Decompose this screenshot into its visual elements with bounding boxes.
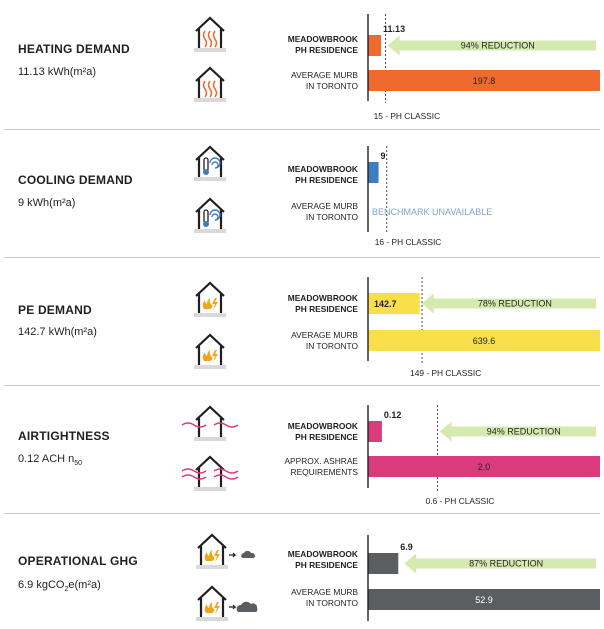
comparison-label-line2: IN TORONTO — [305, 598, 358, 608]
project-value-label: 142.7 — [374, 299, 397, 309]
project-label — [178, 164, 358, 186]
comparison-label-line1: AVERAGE MURB — [291, 587, 358, 597]
project-label-line1: MEADOWBROOK — [287, 164, 358, 174]
benchmark-label: 0.6 - PH CLASSIC — [425, 496, 495, 506]
project-bar — [368, 421, 382, 442]
comparison-label — [178, 70, 358, 92]
pe-section — [0, 257, 604, 385]
project-label — [178, 293, 358, 315]
metric-value: 9 kWh(m²a) — [18, 197, 76, 209]
heating-section — [0, 0, 604, 129]
metric-value: 11.13 kWh(m²a) — [18, 66, 97, 78]
reduction-label: 94% REDUCTION — [460, 40, 535, 51]
cooling-chart — [360, 129, 604, 257]
metric-value-subscript: 2 — [64, 586, 69, 594]
comparison-value-label: 52.9 — [475, 595, 493, 605]
project-label-line2: PH RESIDENCE — [295, 175, 358, 185]
project-label — [178, 421, 358, 443]
metric-title: COOLING DEMAND — [18, 173, 133, 187]
metric-value — [18, 579, 101, 593]
comparison-label-line2: REQUIREMENTS — [290, 467, 358, 477]
project-label-line1: MEADOWBROOK — [287, 549, 358, 559]
project-label-line2: PH RESIDENCE — [295, 304, 358, 314]
metric-title: PE DEMAND — [18, 303, 92, 317]
comparison-label-line1: AVERAGE MURB — [291, 330, 358, 340]
metric-value-subscript: 50 — [74, 460, 83, 468]
benchmark-label: 16 - PH CLASSIC — [374, 237, 442, 247]
project-value-label: 0.12 — [383, 410, 402, 420]
project-value-label: 9 — [380, 151, 386, 161]
ghg-chart — [360, 513, 604, 629]
metric-title: HEATING DEMAND — [18, 42, 130, 56]
project-value-label: 6.9 — [400, 542, 413, 552]
reduction-label: 87% REDUCTION — [469, 558, 544, 569]
comparison-value-label: 2.0 — [477, 462, 491, 472]
metric-title: OPERATIONAL GHG — [18, 554, 138, 568]
project-label-line1: MEADOWBROOK — [287, 421, 358, 431]
project-value-label: 11.13 — [383, 24, 406, 34]
metric-value — [18, 453, 82, 467]
cooling-section — [0, 129, 604, 257]
project-bar — [368, 553, 398, 574]
comparison-label-line1: APPROX. ASHRAE — [284, 456, 358, 466]
metric-value-main: 0.12 ACH n — [18, 453, 75, 465]
comparison-label — [178, 456, 358, 478]
comparison-label — [178, 587, 358, 609]
comparison-label-line2: IN TORONTO — [305, 81, 358, 91]
pe-chart — [360, 257, 604, 385]
metric-title: AIRTIGHTNESS — [18, 429, 110, 443]
comparison-label — [178, 201, 358, 223]
comparison-value-label: 639.6 — [472, 336, 496, 346]
airtightness-section — [0, 385, 604, 513]
project-bar — [368, 162, 379, 183]
reduction-label: 78% REDUCTION — [477, 298, 552, 309]
project-label-line1: MEADOWBROOK — [287, 293, 358, 303]
project-label — [178, 549, 358, 571]
project-label — [178, 34, 358, 56]
comparison-value-label: 197.8 — [472, 76, 496, 86]
heating-chart — [360, 0, 604, 129]
comparison-label-line1: AVERAGE MURB — [291, 70, 358, 80]
project-label-line2: PH RESIDENCE — [295, 560, 358, 570]
benchmark-unavailable-label: BENCHMARK UNAVAILABLE — [372, 207, 493, 217]
airtightness-chart — [360, 385, 604, 513]
benchmark-label: 15 - PH CLASSIC — [373, 111, 441, 121]
metric-value-main: 6.9 kgCO — [18, 579, 65, 591]
comparison-label-line2: IN TORONTO — [305, 212, 358, 222]
comparison-label-line2: IN TORONTO — [305, 341, 358, 351]
reduction-label: 94% REDUCTION — [486, 426, 561, 437]
benchmark-label: 149 - PH CLASSIC — [410, 368, 482, 378]
comparison-label — [178, 330, 358, 352]
metric-value-tail: e(m²a) — [68, 579, 101, 591]
project-label-line1: MEADOWBROOK — [287, 34, 358, 44]
project-label-line2: PH RESIDENCE — [295, 432, 358, 442]
project-bar — [368, 35, 381, 56]
comparison-label-line1: AVERAGE MURB — [291, 201, 358, 211]
project-label-line2: PH RESIDENCE — [295, 45, 358, 55]
metric-value: 142.7 kWh(m²a) — [18, 326, 97, 338]
ghg-section — [0, 513, 604, 629]
